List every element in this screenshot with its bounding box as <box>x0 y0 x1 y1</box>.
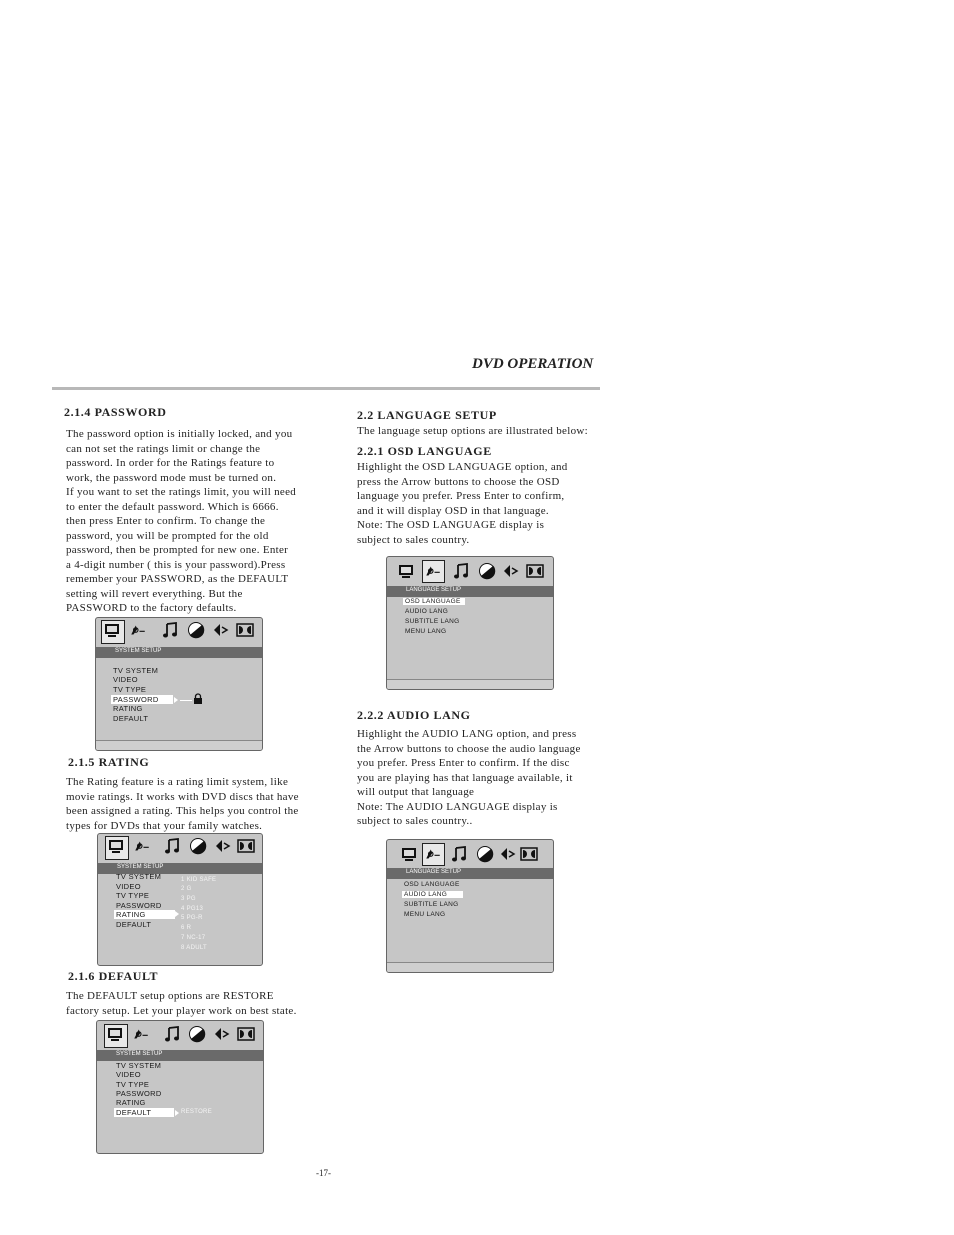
lock-icon <box>193 693 203 704</box>
speaker-settings-icon <box>133 837 151 855</box>
speaker-settings-icon <box>129 621 147 639</box>
speaker-settings-icon <box>424 562 442 580</box>
menu-item-rating[interactable]: RATING <box>113 704 143 713</box>
tv-monitor-icon <box>103 621 121 639</box>
tv-monitor-icon <box>400 845 418 863</box>
menu-item-audio-lang[interactable]: AUDIO LANG <box>405 608 449 615</box>
speaker-volume-icon <box>213 1025 231 1043</box>
dolby-icon <box>236 621 254 639</box>
color-disc-icon <box>478 562 496 580</box>
menu-item-osd-language[interactable]: OSD LANGUAGE <box>404 881 460 888</box>
menu-item-video[interactable]: VIDEO <box>113 675 138 684</box>
menu-item-video[interactable]: VIDEO <box>116 882 141 891</box>
menu-item-video[interactable]: VIDEO <box>116 1070 141 1079</box>
system-setup-panel-default <box>96 1020 264 1154</box>
osd-language-heading: 2.2.1 OSD LANGUAGE <box>357 444 492 458</box>
arrow-icon <box>175 911 179 917</box>
language-setup-heading: 2.2 LANGUAGE SETUP <box>357 408 497 422</box>
menu-item-rating[interactable]: RATING <box>114 910 175 919</box>
rating-heading: 2.1.5 RATING <box>68 755 150 769</box>
password-body: The password option is initially locked, and you can not set the ratings limit or change the password. In order for the Ratings feature to work, the password mode must be turned on. If you want to set the ratings limit, you will need to enter the default password. Which is 6666. then press Enter to confirm. To change the password, you will be prompted for the old password, then be prompted for new one. Enter a 4-digit number ( this is your password).Press remember your PASSWORD, as the DEFAULT setting will revert everything. But the PASSWORD to the factory defaults. <box>66 428 297 614</box>
music-note-icon <box>163 1025 181 1043</box>
default-body: The DEFAULT setup options are RESTORE factory setup. Let your player work on best state. <box>66 990 297 1017</box>
rating-option[interactable]: 8 ADULT <box>181 945 207 951</box>
dolby-icon <box>237 837 255 855</box>
language-setup-panel-audio <box>386 839 554 973</box>
rating-option[interactable]: 7 NC-17 <box>181 935 206 941</box>
rating-option[interactable]: 6 R <box>181 925 192 931</box>
password-heading: 2.1.4 PASSWORD <box>64 405 167 419</box>
audio-lang-body: Highlight the AUDIO LANG option, and press the Arrow buttons to choose the audio language you prefer. Press Enter to confirm. If the disc you are playing has that language available, it will output that language Note: The AUDIO LANGUAGE display is subject to sales country.. <box>357 728 581 827</box>
tv-monitor-icon <box>397 562 415 580</box>
menu-item-password[interactable]: PASSWORD <box>116 1089 162 1098</box>
menu-item-subtitle-lang[interactable]: SUBTITLE LANG <box>404 901 459 908</box>
arrow-icon <box>174 697 178 703</box>
menu-item-menu-lang[interactable]: MENU LANG <box>404 911 446 918</box>
speaker-settings-icon <box>132 1025 150 1043</box>
section-header: DVD OPERATION <box>472 356 594 372</box>
music-note-icon <box>161 621 179 639</box>
header-rule <box>52 387 600 390</box>
system-setup-panel-password <box>95 617 263 751</box>
menu-item-tv-system[interactable]: TV SYSTEM <box>116 1061 162 1070</box>
speaker-settings-icon <box>424 845 442 863</box>
rating-option[interactable]: 4 PG13 <box>181 906 204 912</box>
menu-item-menu-lang[interactable]: MENU LANG <box>405 628 447 635</box>
color-disc-icon <box>476 845 494 863</box>
color-disc-icon <box>189 837 207 855</box>
dolby-icon <box>520 845 538 863</box>
dolby-icon <box>237 1025 255 1043</box>
music-note-icon <box>452 562 470 580</box>
menu-item-subtitle-lang[interactable]: SUBTITLE LANG <box>405 618 460 625</box>
menu-item-default[interactable]: DEFAULT <box>114 1108 174 1117</box>
connector-line <box>180 700 192 701</box>
music-note-icon <box>163 837 181 855</box>
menu-item-default[interactable]: DEFAULT <box>113 714 149 723</box>
rating-body: The Rating feature is a rating limit system, like movie ratings. It works with DVD discs that have been assigned a rating. This helps you control the types for DVDs that your family watches. <box>66 776 299 832</box>
speaker-volume-icon <box>499 845 517 863</box>
color-disc-icon <box>187 621 205 639</box>
page-number: -17- <box>316 1168 331 1178</box>
menu-item-tv-type[interactable]: TV TYPE <box>116 1080 150 1089</box>
tv-monitor-icon <box>107 837 125 855</box>
menu-item-osd-language[interactable]: OSD LANGUAGE <box>403 598 465 605</box>
arrow-icon <box>175 1110 179 1116</box>
menu-title: SYSTEM SETUP <box>117 864 164 870</box>
menu-item-password[interactable]: PASSWORD <box>116 901 162 910</box>
menu-title: LANGUAGE SETUP <box>406 869 462 875</box>
menu-item-rating[interactable]: RATING <box>116 1098 146 1107</box>
language-setup-intro: The language setup options are illustrated below: <box>357 425 588 437</box>
osd-language-body: Highlight the OSD LANGUAGE option, and press the Arrow buttons to choose the OSD language you prefer. Press Enter to confirm, and it will display OSD in that language. Note: The OSD LANGUAGE display is subject to sales country. <box>357 461 568 546</box>
rating-option[interactable]: 1 KID SAFE <box>181 877 217 883</box>
menu-item-tv-type[interactable]: TV TYPE <box>113 685 147 694</box>
dolby-icon <box>526 562 544 580</box>
menu-item-password[interactable]: PASSWORD <box>111 695 173 704</box>
music-note-icon <box>450 845 468 863</box>
language-setup-panel-osd <box>386 556 554 690</box>
menu-item-default[interactable]: DEFAULT <box>116 920 152 929</box>
color-disc-icon <box>188 1025 206 1043</box>
tv-monitor-icon <box>106 1025 124 1043</box>
audio-lang-heading: 2.2.2 AUDIO LANG <box>357 708 471 722</box>
menu-item-tv-system[interactable]: TV SYSTEM <box>113 666 159 675</box>
menu-title: SYSTEM SETUP <box>115 648 162 654</box>
rating-option[interactable]: 3 PG <box>181 896 196 902</box>
system-setup-panel-rating <box>97 833 263 966</box>
menu-title: SYSTEM SETUP <box>116 1051 163 1057</box>
menu-item-tv-type[interactable]: TV TYPE <box>116 891 150 900</box>
menu-item-audio-lang[interactable]: AUDIO LANG <box>402 891 463 898</box>
menu-item-tv-system[interactable]: TV SYSTEM <box>116 872 162 881</box>
rating-option[interactable]: 5 PG-R <box>181 915 203 921</box>
speaker-volume-icon <box>502 562 520 580</box>
rating-option[interactable]: 2 G <box>181 886 192 892</box>
speaker-volume-icon <box>214 837 232 855</box>
default-heading: 2.1.6 DEFAULT <box>68 969 159 983</box>
restore-option[interactable]: RESTORE <box>181 1109 212 1115</box>
menu-title: LANGUAGE SETUP <box>406 587 462 593</box>
speaker-volume-icon <box>212 621 230 639</box>
